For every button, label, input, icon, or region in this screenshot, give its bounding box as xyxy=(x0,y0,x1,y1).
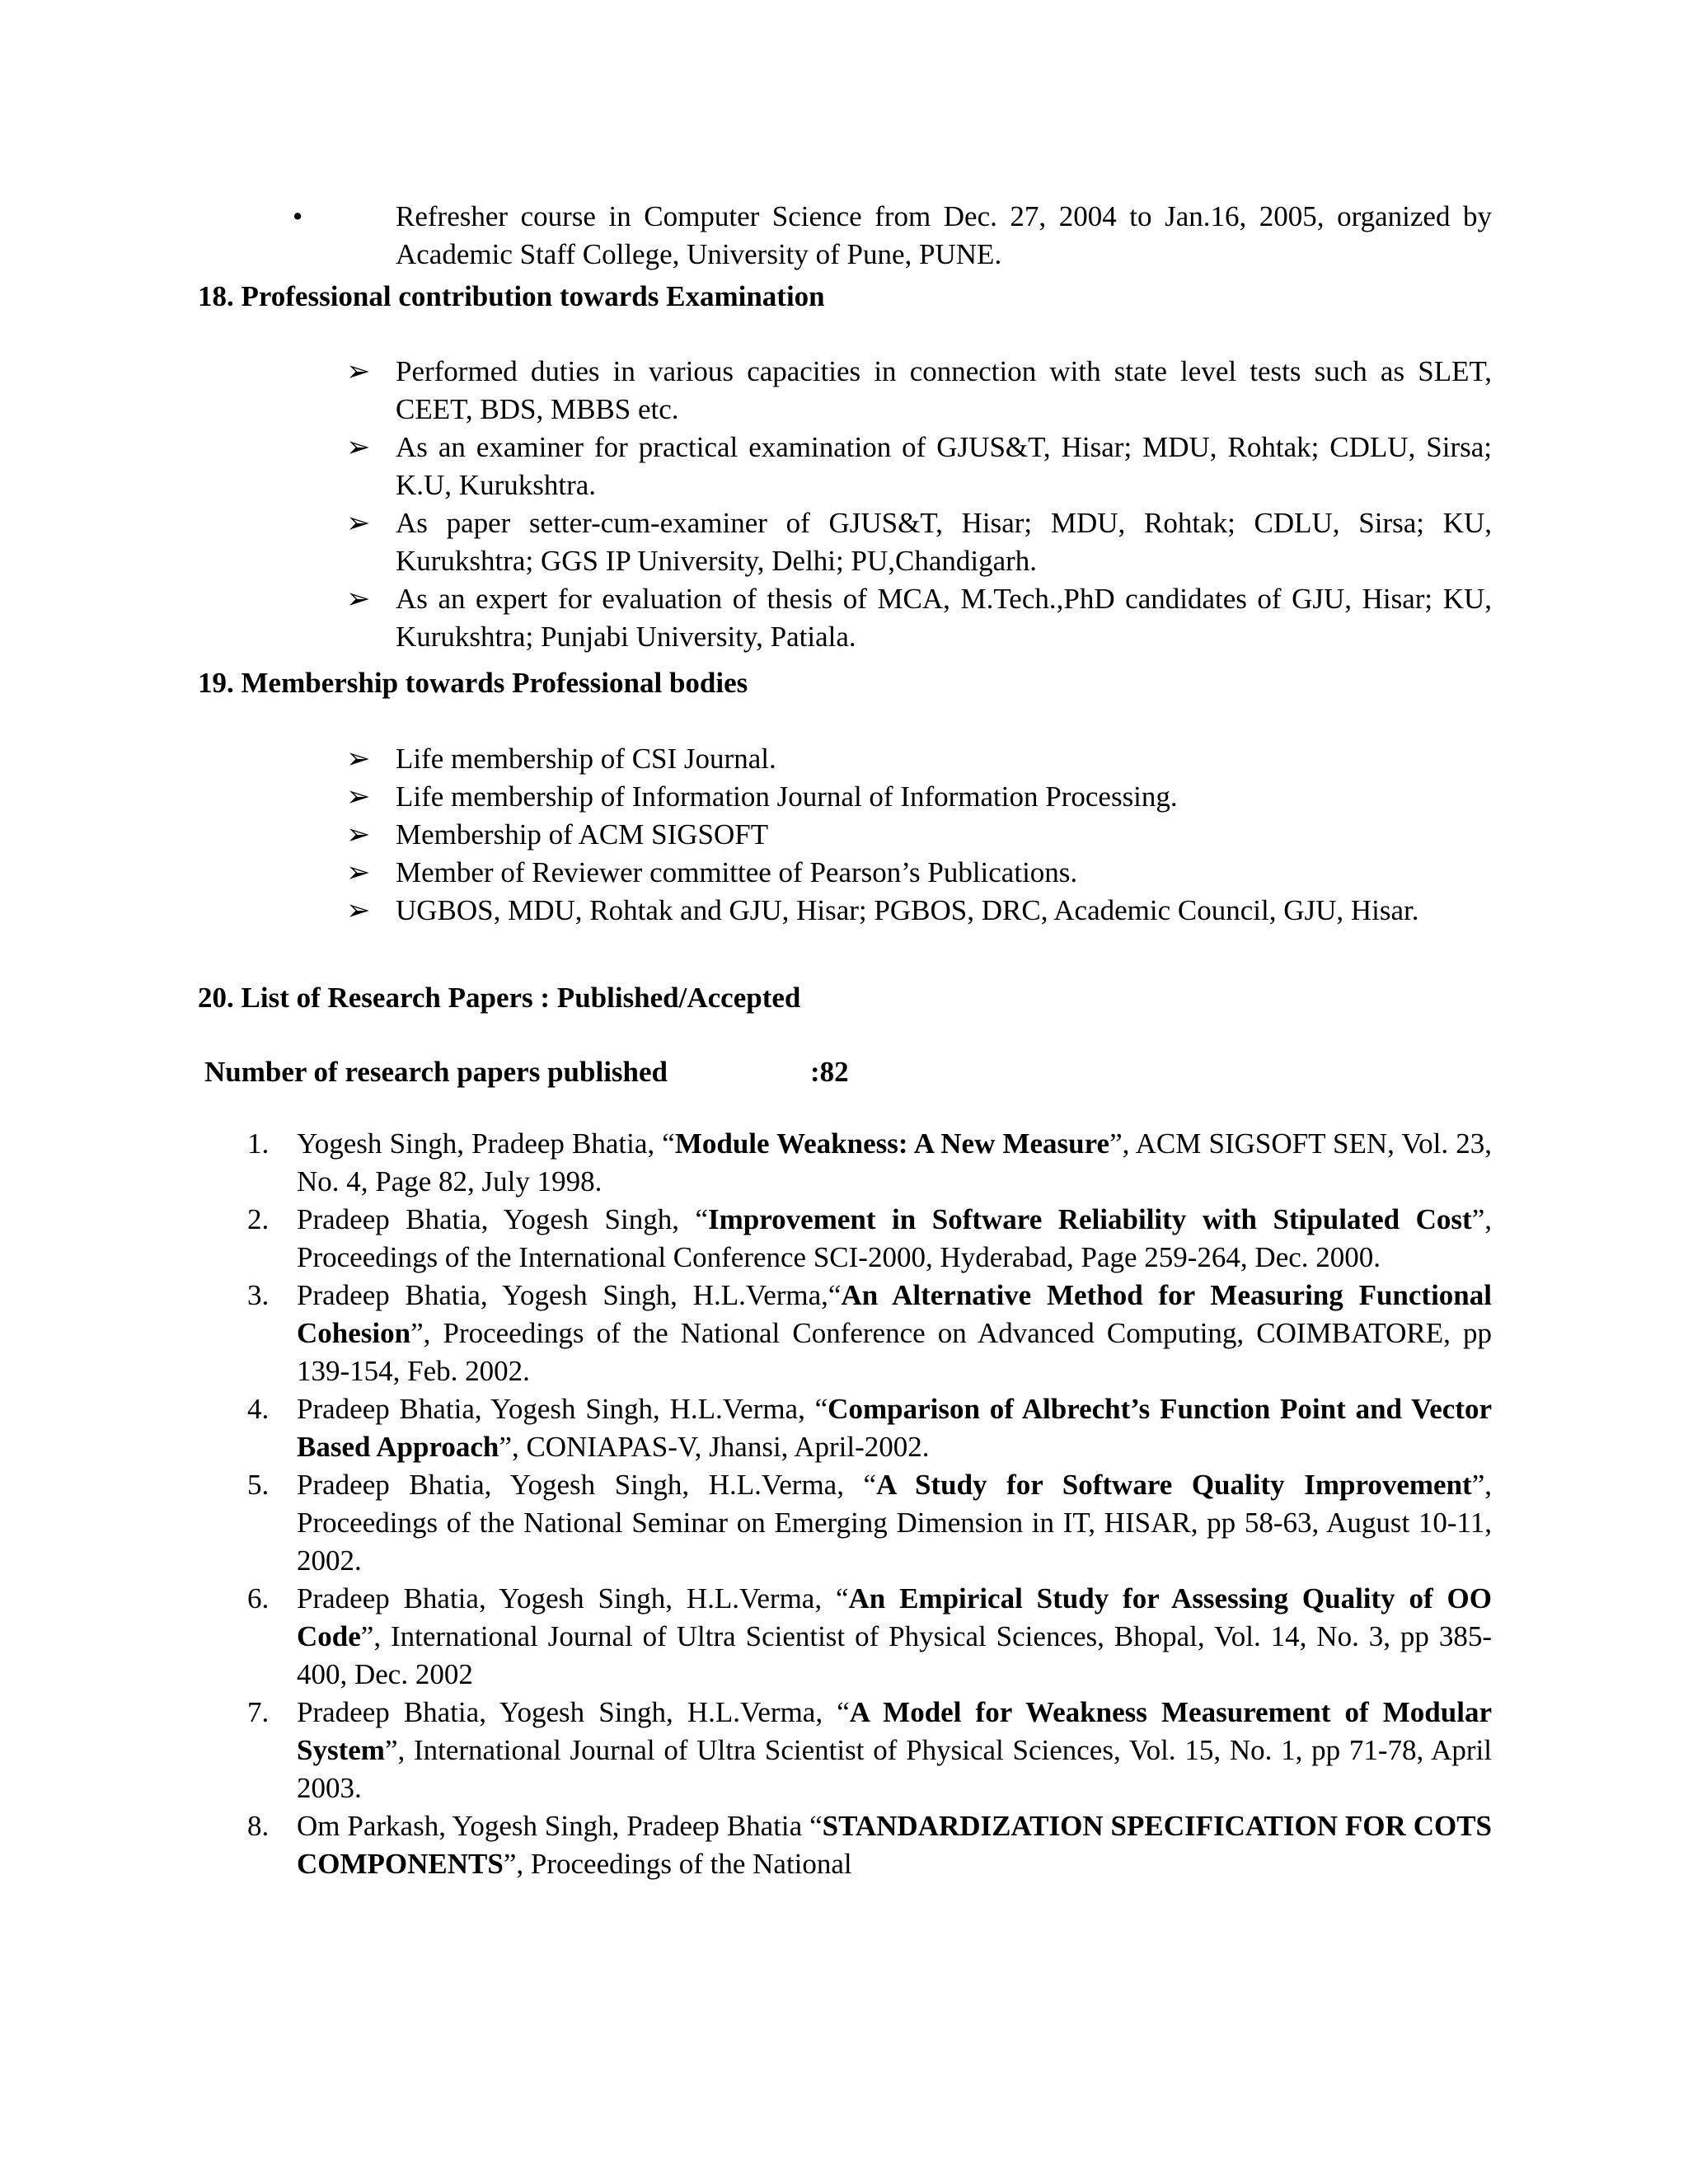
list-item: ➢ As an examiner for practical examination of GJUS&T, Hisar; MDU, Rohtak; CDLU, Sirsa; K.U, Kurukshtra. xyxy=(346,429,1492,504)
arrow-bullet-icon: ➢ xyxy=(346,856,371,888)
paper-title: Improvement in Software Reliability with Stipulated Cost xyxy=(708,1203,1472,1235)
arrow-bullet-icon: ➢ xyxy=(346,780,371,813)
research-papers-list xyxy=(247,1125,1492,1883)
paper-title: Module Weakness: A New Measure xyxy=(674,1127,1110,1160)
section-18-heading: 18. Professional contribution towards Examination xyxy=(198,280,825,312)
arrow-bullet-icon: ➢ xyxy=(346,818,371,851)
paper-item: 6. Pradeep Bhatia, Yogesh Singh, H.L.Verma, “An Empirical Study for Assessing Quality of OO Code”, International Journal of Ultra Scientist of Physical Sciences, Bhopal, Vol. 14, No. 3, pp 385-400, Dec. 2002 xyxy=(247,1582,1492,1690)
section-19-list xyxy=(346,740,1492,930)
paper-title: Comparison of Albrecht’s Function Point and Vector Based Approach xyxy=(297,1393,1492,1463)
paper-title: STANDARDIZATION SPECIFICATION FOR COTS COMPONENTS xyxy=(297,1810,1492,1880)
list-item: ➢ Life membership of CSI Journal. xyxy=(346,740,1492,778)
paper-item: 1. Yogesh Singh, Pradeep Bhatia, “Module Weakness: A New Measure”, ACM SIGSOFT SEN, Vol. 23, No. 4, Page 82, July 1998. xyxy=(247,1127,1493,1197)
arrow-bullet-icon: ➢ xyxy=(346,507,371,539)
paper-item: 5. Pradeep Bhatia, Yogesh Singh, H.L.Verma, “A Study for Software Quality Improvement”, Proceedings of the National Seminar on Emerging Dimension in IT, HISAR, pp 58-63, August 10-11, 2002. xyxy=(247,1469,1492,1577)
list-item: ➢ UGBOS, MDU, Rohtak and GJU, Hisar; PGBOS, DRC, Academic Council, GJU, Hisar. xyxy=(346,892,1492,930)
arrow-bullet-icon: ➢ xyxy=(346,894,371,926)
section-19-heading: 19. Membership towards Professional bodies xyxy=(198,667,748,699)
section-20-heading: 20. List of Research Papers : Published/Accepted xyxy=(198,982,801,1014)
paper-item: 3. Pradeep Bhatia, Yogesh Singh, H.L.Verma,“An Alternative Method for Measuring Functional Cohesion”, Proceedings of the National Conference on Advanced Computing, COIMBATORE, pp 139-154, Feb. 2002. xyxy=(247,1279,1492,1387)
papers-count-value: :82 xyxy=(810,1056,849,1088)
list-item: ➢ Member of Reviewer committee of Pearson’s Publications. xyxy=(346,854,1492,892)
paper-item: 7. Pradeep Bhatia, Yogesh Singh, H.L.Verma, “A Model for Weakness Measurement of Modular System”, International Journal of Ultra Scientist of Physical Sciences, Vol. 15, No. 1, pp 71-78, April 2003. xyxy=(247,1696,1492,1804)
list-item: ➢ Membership of ACM SIGSOFT xyxy=(346,816,1492,854)
arrow-bullet-icon: ➢ xyxy=(346,431,371,463)
paper-item: 4. Pradeep Bhatia, Yogesh Singh, H.L.Verma, “Comparison of Albrecht’s Function Point and Vector Based Approach”, CONIAPAS-V, Jhansi, April-2002. xyxy=(247,1393,1492,1463)
paper-item: 8. Om Parkash, Yogesh Singh, Pradeep Bhatia “STANDARDIZATION SPECIFICATION FOR COTS COMPONENTS”, Proceedings of the National xyxy=(247,1810,1492,1880)
arrow-bullet-icon: ➢ xyxy=(346,743,371,775)
papers-count-label: Number of research papers published xyxy=(204,1056,668,1088)
paper-title: A Study for Software Quality Improvement xyxy=(876,1469,1472,1501)
paper-title: An Empirical Study for Assessing Quality of OO Code xyxy=(297,1582,1492,1652)
paper-item: 2. Pradeep Bhatia, Yogesh Singh, “Improvement in Software Reliability with Stipulated Cost”, Proceedings of the International Conference SCI-2000, Hyderabad, Page 259-264, Dec. 2000. xyxy=(247,1203,1492,1273)
arrow-bullet-icon: ➢ xyxy=(346,355,371,387)
refresher-course-text: Refresher course in Computer Science from Dec. 27, 2004 to Jan.16, 2005, organized by Academic Staff College, University of Pune, PUNE. xyxy=(396,200,1492,270)
list-item: ➢ As an expert for evaluation of thesis of MCA, M.Tech.,PhD candidates of GJU, Hisar; KU, Kurukshtra; Punjabi University, Patiala. xyxy=(346,580,1492,656)
refresher-course-item xyxy=(198,198,1492,274)
list-item: ➢ Life membership of Information Journal of Information Processing. xyxy=(346,778,1492,816)
arrow-bullet-icon: ➢ xyxy=(346,583,371,615)
paper-title: A Model for Weakness Measurement of Modular System xyxy=(297,1696,1492,1766)
list-item: ➢ Performed duties in various capacities in connection with state level tests such as SLET, CEET, BDS, MBBS etc. xyxy=(346,353,1492,429)
list-item: ➢ As paper setter-cum-examiner of GJUS&T, Hisar; MDU, Rohtak; CDLU, Sirsa; KU, Kurukshtra; GGS IP University, Delhi; PU,Chandigarh. xyxy=(346,504,1492,580)
section-18-list xyxy=(346,353,1492,656)
paper-title: An Alternative Method for Measuring Functional Cohesion xyxy=(297,1279,1492,1349)
papers-count-row xyxy=(204,1053,849,1091)
bullet-icon: • xyxy=(293,200,303,232)
